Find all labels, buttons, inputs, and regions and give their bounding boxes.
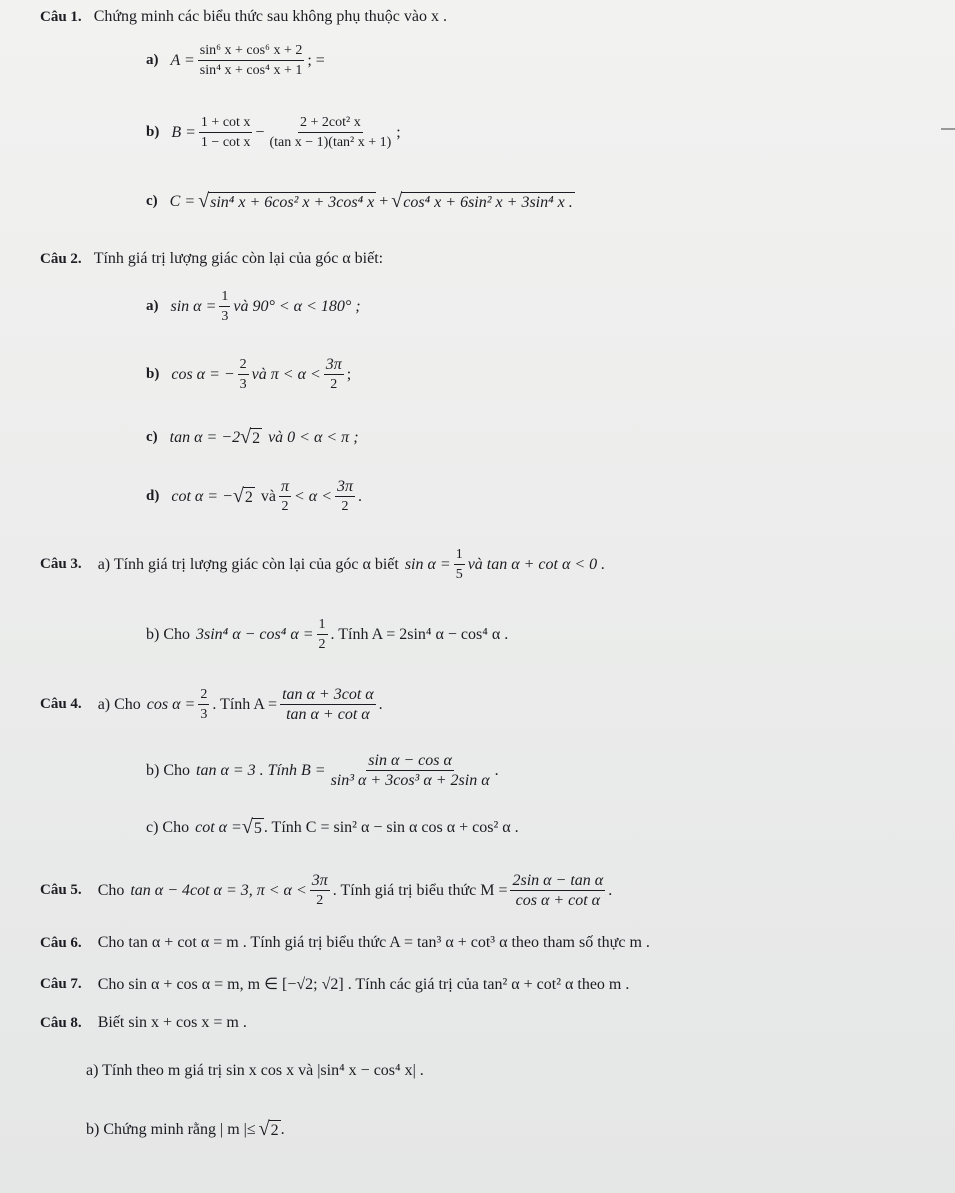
radical-sign-icon: √ [258, 1118, 270, 1140]
q2d-mid: < α < [294, 487, 332, 505]
q2c-label: c) [146, 429, 158, 445]
q3-label: Câu 3. [40, 556, 82, 572]
q8b-tail: . [280, 1120, 285, 1138]
q1a-label: a) [146, 52, 159, 68]
q2b-fraction-2 [324, 356, 344, 393]
q2-heading [40, 250, 383, 268]
q8-text: Biết sin x + cos x = m . [97, 1014, 247, 1031]
q4a-text: a) Cho [97, 695, 141, 713]
q3a-numerator: 1 [454, 546, 465, 565]
q1a-numerator: sin⁶ x + cos⁶ x + 2 [198, 42, 305, 61]
q5-expr: tan α − 4cot α = 3, π < α < [130, 881, 307, 899]
q1a [146, 42, 325, 79]
q2b-numerator-2: 3π [325, 356, 342, 373]
radical-sign-icon: √ [240, 426, 252, 448]
q4a-mid: . Tính A = [212, 695, 278, 713]
radical-sign-icon: √ [198, 190, 210, 212]
q1a-denominator: sin⁴ x + cos⁴ x + 1 [199, 63, 303, 78]
q2a-denominator: 3 [221, 309, 229, 324]
q4a-numerator-2: tan α + 3cot α [282, 686, 374, 703]
q3a-condition: và tan α + cot α < 0 . [467, 555, 606, 573]
q2d-denominator-2: 2 [341, 499, 349, 514]
q4a-denominator: 3 [200, 707, 208, 722]
q8a [86, 1062, 424, 1080]
q5 [40, 872, 612, 909]
q2d-expr: cot α = − [171, 487, 233, 505]
q4c-radicand: 5 [253, 820, 262, 837]
q1b-tail: ; [396, 123, 401, 141]
radical-sign-icon: √ [241, 816, 253, 838]
q4a-fraction-2 [280, 686, 376, 723]
q2a-condition: và 90° < α < 180° ; [233, 297, 361, 315]
q1c-label: c) [146, 193, 158, 209]
q1c-radicand-2: cos⁴ x + 6sin² x + 3sin⁴ x . [403, 194, 573, 211]
q1c [146, 190, 575, 213]
q2-text: Tính giá trị lượng giác còn lại của góc α biết: [93, 250, 384, 267]
q1b-denominator-2: (tan x − 1)(tan² x + 1) [269, 135, 392, 150]
q2a-numerator: 1 [219, 288, 230, 307]
q4b-denominator: sin³ α + 3cos³ α + 2sin α [330, 772, 490, 789]
q3b-fraction [317, 616, 328, 653]
q1b-numerator-1: 1 + cot x [199, 114, 253, 133]
q5-label: Câu 5. [40, 882, 82, 898]
q2b-denominator-2: 2 [330, 377, 338, 392]
q1b-fraction-1 [199, 114, 253, 151]
q2c-condition: và 0 < α < π ; [268, 428, 359, 446]
q1c-plus: + [379, 192, 389, 210]
q4c [146, 816, 519, 839]
q4b-text: b) Cho [146, 761, 190, 779]
q2d [146, 478, 362, 515]
q2a [146, 288, 361, 325]
q2c [146, 426, 359, 449]
q2d-numerator-1: π [280, 478, 289, 495]
q2a-expr: sin α = [170, 297, 217, 315]
q1b [146, 114, 401, 151]
radical-sign-icon: √ [391, 190, 403, 212]
q3b-tail: . Tính A = 2sin⁴ α − cos⁴ α . [330, 625, 509, 643]
q4b-fraction [329, 752, 492, 789]
q4b [146, 752, 499, 789]
q2a-label: a) [146, 298, 159, 314]
q1b-numerator-2: 2 + 2cot² x [298, 114, 363, 133]
edge-mark [941, 128, 955, 130]
q2b-denominator: 3 [239, 377, 247, 392]
q1-heading [40, 8, 447, 26]
q1-text: Chứng minh các biểu thức sau không phụ thuộc vào x . [93, 8, 447, 25]
q6-label: Câu 6. [40, 934, 82, 951]
q2b-fraction [238, 356, 249, 393]
q1b-denominator-1: 1 − cot x [200, 135, 251, 150]
q8 [40, 1014, 247, 1032]
q4b-tail: . [494, 761, 499, 779]
q2b [146, 356, 351, 393]
q2d-denominator-1: 2 [281, 499, 289, 514]
q2d-fraction-1 [279, 478, 291, 515]
q5-fraction-2 [510, 872, 605, 909]
q4a-numerator: 2 [198, 686, 209, 705]
q1b-fraction-2 [267, 114, 393, 151]
q1a-tail: ; = [307, 51, 325, 69]
q1b-lhs: B = [171, 123, 196, 141]
q2b-tail: ; [346, 365, 352, 383]
q5-numerator-2: 2sin α − tan α [512, 872, 604, 889]
q1a-lhs: A = [170, 51, 195, 69]
q3a [40, 546, 605, 583]
q4b-expr: tan α = 3 . Tính B = [196, 761, 326, 779]
q7-text: Cho sin α + cos α = m, m ∈ [−√2; √2] . Tính các giá trị của tan² α + cot² α theo m . [97, 976, 630, 993]
q2b-label: b) [146, 366, 160, 382]
q2a-fraction [219, 288, 230, 325]
q5-text: Cho [97, 881, 125, 899]
q7 [40, 974, 629, 994]
q2c-expr: tan α = −2 [169, 428, 241, 446]
q4b-numerator: sin α − cos α [368, 752, 452, 769]
q4c-text: c) Cho [146, 818, 190, 836]
q8-label: Câu 8. [40, 1014, 82, 1031]
q8b [86, 1118, 285, 1141]
q8a-text: a) Tính theo m giá trị sin x cos x và |sin⁴ x − cos⁴ x| . [86, 1062, 424, 1079]
q3b-numerator: 1 [317, 616, 328, 635]
q2d-numerator-2: 3π [337, 478, 354, 495]
q2b-expr: cos α = − [171, 365, 235, 383]
q4c-tail: . Tính C = sin² α − sin α cos α + cos² α . [263, 818, 519, 836]
q2-label: Câu 2. [40, 250, 82, 267]
q5-mid: . Tính giá trị biểu thức M = [332, 881, 508, 899]
q4c-expr: cot α = [195, 818, 242, 836]
q5-denominator-2: cos α + cot α [515, 892, 601, 909]
q4a-tail: . [378, 695, 383, 713]
q3b-denominator: 2 [318, 637, 326, 652]
q1b-minus: − [255, 123, 265, 141]
q5-fraction [310, 872, 330, 909]
q3a-expr: sin α = [404, 555, 451, 573]
q5-numerator: 3π [311, 872, 328, 889]
q7-label: Câu 7. [40, 975, 82, 992]
radical-sign-icon: √ [232, 485, 244, 507]
q4a [40, 686, 383, 723]
q8b-radicand: 2 [270, 1122, 279, 1139]
q2d-label: d) [146, 488, 160, 504]
q6-text: Cho tan α + cot α = m . Tính giá trị biểu thức A = tan³ α + cot³ α theo tham số thực m . [97, 934, 650, 951]
q3b [146, 616, 508, 653]
q1-label: Câu 1. [40, 8, 82, 25]
q6 [40, 934, 650, 952]
q2d-and: và [260, 487, 276, 505]
q3b-text: b) Cho [146, 625, 190, 643]
q8b-text: b) Chứng minh rằng | m |≤ [86, 1120, 256, 1138]
q1c-radicand-1: sin⁴ x + 6cos² x + 3cos⁴ x [210, 194, 375, 211]
q2b-numerator: 2 [238, 356, 249, 375]
q1c-lhs: C = [169, 192, 196, 210]
q3b-expr: 3sin⁴ α − cos⁴ α = [196, 625, 314, 643]
q2c-radicand: 2 [252, 430, 261, 447]
q2d-radicand: 2 [244, 489, 253, 506]
q4a-fraction [198, 686, 209, 723]
q2b-condition: và π < α < [251, 365, 321, 383]
q2d-tail: . [358, 487, 363, 505]
q3a-text: a) Tính giá trị lượng giác còn lại của góc α biết [97, 555, 399, 573]
q5-denominator: 2 [316, 893, 324, 908]
q2d-fraction-2 [335, 478, 355, 515]
q1b-label: b) [146, 124, 160, 140]
q3a-denominator: 5 [455, 567, 463, 582]
q4-label: Câu 4. [40, 696, 82, 712]
q1a-fraction [198, 42, 305, 79]
q5-tail: . [608, 881, 613, 899]
q4a-expr: cos α = [146, 695, 196, 713]
q3a-fraction [454, 546, 465, 583]
q4a-denominator-2: tan α + cot α [286, 706, 370, 723]
